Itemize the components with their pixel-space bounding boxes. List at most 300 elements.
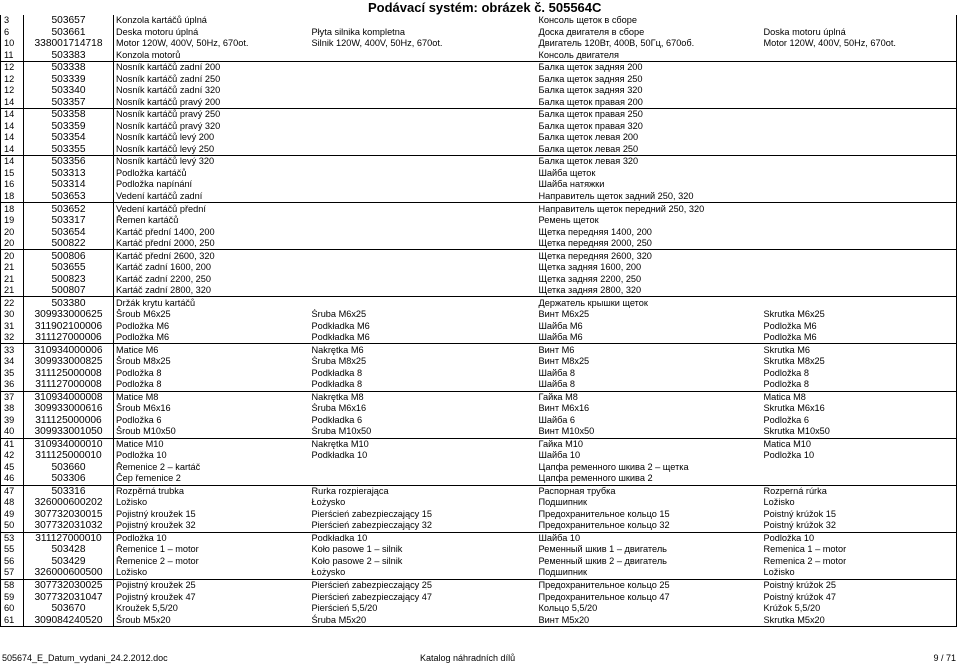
name-pl-cell [310,238,537,250]
name-ru-cell: Винт M6x25 [538,309,590,320]
name-sk-cell [762,15,957,27]
name-ru-cell: Балка щеток левая 250 [538,143,639,154]
name-ru-cell: Направитель щеток передний 250, 320 [537,203,762,215]
part-number-cell: 307732030015 [24,509,114,521]
name-cz-cell: Ložisko [114,497,310,509]
name-ru-cell: Балка щеток задняя 200 [537,62,762,74]
name-cz-cell: Podložka 8 [114,379,310,391]
name-sk-cell [762,50,957,62]
name-pl-cell: Podkładka 8 [311,367,363,378]
name-cz-cell: Řemenice 2 – motor [114,556,310,568]
name-sk-cell: Podložka 10 [762,532,957,544]
name-ru-cell: Шайба 8 [538,379,575,390]
position-cell: 14 [1,156,24,168]
name-sk-cell: Podložka 8 [762,367,957,379]
name-ru-cell: Балка щеток задняя 320 [538,85,643,96]
part-number-cell: 500823 [24,273,114,285]
name-sk-cell [762,121,957,133]
name-cz-cell: Podložka 10 [114,450,310,462]
name-cz-cell: Motor 120W, 400V, 50Hz, 670ot. [114,38,310,50]
name-pl-cell [310,215,537,227]
name-sk-cell: Podložka M6 [762,320,957,332]
name-pl-cell [310,132,537,144]
name-sk-cell [762,168,957,180]
name-ru-cell: Двигатель 120Вт, 400В, 50Гц, 670об. [538,38,695,49]
name-sk-cell: Rozperná rúrka [762,485,957,497]
name-sk-cell [762,203,957,215]
position-cell: 18 [1,203,24,215]
position-cell: 37 [1,391,24,403]
name-pl-cell: Koło pasowe 2 – silnik [311,555,403,566]
table-row [1,603,957,615]
name-cz-cell: Nosník kartáčů levý 250 [114,144,310,156]
name-pl-cell: Podkładka 6 [311,414,363,425]
page-footer [0,653,960,666]
table-row [1,379,957,391]
name-pl-cell [310,50,537,62]
name-sk-cell [762,462,957,474]
name-ru-cell: Шайба натяжки [538,179,605,190]
name-ru-cell: Распорная трубка [537,485,762,497]
name-ru-cell: Щетка передняя 2600, 320 [537,250,762,262]
name-sk-cell: Skrutka M8x25 [762,356,957,368]
name-cz-cell: Kartáč přední 2600, 320 [114,250,310,262]
part-number-cell: 500822 [24,238,114,250]
name-sk-cell: Doska motoru úplná [762,27,957,39]
position-cell: 48 [1,497,24,509]
name-sk-cell [762,144,957,156]
part-number-cell: 326000600202 [24,497,114,509]
table-row [1,226,957,238]
part-number-cell: 503428 [24,544,114,556]
name-pl-cell [310,473,537,485]
part-number-cell: 309933001050 [24,426,114,438]
table-row [1,97,957,109]
position-cell: 6 [1,27,24,39]
name-ru-cell: Щетка задняя 1600, 200 [538,262,642,273]
part-number-cell: 311125000008 [24,367,114,379]
part-number-cell: 311125000010 [24,450,114,462]
table-row [1,497,957,509]
name-sk-cell [762,132,957,144]
name-cz-cell: Podložka 6 [114,415,310,427]
position-cell: 21 [1,262,24,274]
part-number-cell: 503429 [24,556,114,568]
name-pl-cell [310,250,537,262]
name-sk-cell: Ložisko [762,567,957,579]
name-pl-cell: Płyta silnika kompletna [311,26,405,37]
name-pl-cell [310,226,537,238]
part-number-cell: 310934000010 [24,438,114,450]
name-ru-cell: Цапфа ременного шкива 2 – щетка [538,461,689,472]
name-cz-cell: Matice M10 [114,438,310,450]
table-row [1,403,957,415]
name-cz-cell: Šroub M10x50 [114,426,310,438]
name-pl-cell [310,262,537,274]
part-number-cell: 503655 [24,262,114,274]
name-ru-cell: Винт M10x50 [538,426,595,437]
name-ru-cell: Консоль двигателя [538,49,620,60]
name-pl-cell [310,168,537,180]
name-sk-cell: Krúžok 5,5/20 [762,603,957,615]
name-pl-cell: Podkładka 10 [310,532,537,544]
table-row [1,544,957,556]
name-ru-cell: Предохранительное кольцо 15 [538,508,670,519]
position-cell: 20 [1,250,24,262]
name-cz-cell: Řemenice 2 – kartáč [114,462,310,474]
name-pl-cell: Śruba M10x50 [311,426,372,437]
table-row [1,144,957,156]
name-ru-cell: Ремень щеток [538,215,599,226]
part-number-cell: 311127000006 [24,332,114,344]
name-sk-cell [762,62,957,74]
name-ru-cell: Держатель крышки щеток [537,297,762,309]
name-cz-cell: Podložka 8 [114,367,310,379]
position-cell: 56 [1,556,24,568]
name-ru-cell: Цапфа ременного шкива 2 [538,473,653,484]
part-number-cell: 503358 [24,109,114,121]
name-cz-cell: Nosník kartáčů zadní 250 [114,74,310,86]
name-cz-cell: Ložisko [114,567,310,579]
name-pl-cell: Łożysko [311,497,346,508]
part-number-cell: 503383 [24,50,114,62]
part-number-cell: 503317 [24,215,114,227]
page-title: Podávací systém: obrázek č. 505564C [368,0,602,15]
name-cz-cell: Podložka M6 [114,320,310,332]
name-sk-cell [762,285,957,297]
table-row [1,121,957,133]
name-ru-cell: Консоль щеток в сборе [538,15,638,26]
name-ru-cell: Ременный шкив 1 – двигатель [538,544,667,555]
table-row [1,27,957,39]
table-row [1,509,957,521]
table-row [1,450,957,462]
table-row [1,485,957,497]
table-row [1,532,957,544]
name-pl-cell: Nakrętka M8 [310,391,537,403]
position-cell: 59 [1,591,24,603]
table-row [1,520,957,532]
name-cz-cell: Nosník kartáčů pravý 200 [114,97,310,109]
part-number-cell: 311127000008 [24,379,114,391]
parts-table-body [1,15,957,626]
name-ru-cell: Щетка передняя 1400, 200 [538,226,652,237]
name-pl-cell: Koło pasowe 1 – silnik [311,544,403,555]
name-sk-cell: Remenica 2 – motor [762,556,957,568]
part-number-cell: 503661 [24,27,114,39]
name-ru-cell: Кольцо 5,5/20 [538,603,598,614]
table-row [1,62,957,74]
part-number-cell: 503356 [24,156,114,168]
position-cell: 18 [1,191,24,203]
position-cell: 20 [1,226,24,238]
part-number-cell: 309933000625 [24,309,114,321]
name-pl-cell: Łożysko [311,567,346,578]
name-ru-cell: Винт M5x20 [537,614,762,626]
name-ru-cell: Шайба M6 [538,320,583,331]
table-row [1,179,957,191]
position-cell: 36 [1,379,24,391]
name-sk-cell [762,215,957,227]
name-cz-cell: Nosník kartáčů zadní 200 [114,62,310,74]
name-ru-cell: Шайба 10 [538,450,581,461]
table-row [1,85,957,97]
name-cz-cell: Držák krytu kartáčů [114,297,310,309]
name-pl-cell: Śruba M6x16 [311,403,367,414]
name-sk-cell [762,156,957,168]
part-number-cell: 310934000008 [24,391,114,403]
name-cz-cell: Šroub M5x20 [114,614,310,626]
position-cell: 46 [1,473,24,485]
name-pl-cell: Pierścień zabezpieczający 32 [311,520,433,531]
part-number-cell: 311127000010 [24,532,114,544]
name-ru-cell: Предохранительное кольцо 32 [538,520,670,531]
name-sk-cell: Poistný krúžok 25 [762,579,957,591]
name-pl-cell: Podkładka M6 [311,332,370,343]
table-row [1,473,957,485]
name-ru-cell: Балка щеток левая 200 [538,132,639,143]
name-pl-cell: Nakrętka M6 [310,344,537,356]
name-pl-cell: Silnik 120W, 400V, 50Hz, 670ot. [311,38,443,49]
name-cz-cell: Pojistný kroužek 25 [114,579,310,591]
part-number-cell: 503657 [24,15,114,27]
position-cell: 16 [1,179,24,191]
name-cz-cell: Kartáč přední 2000, 250 [114,238,310,250]
table-row [1,415,957,427]
name-ru-cell: Щетка задняя 2800, 320 [538,285,642,296]
position-cell: 10 [1,38,24,50]
part-number-cell: 503339 [24,74,114,86]
table-row [1,567,957,579]
name-pl-cell: Nakrętka M10 [310,438,537,450]
name-sk-cell: Skrutka M5x20 [762,614,957,626]
name-sk-cell [762,238,957,250]
position-cell: 3 [1,15,24,27]
table-row [1,556,957,568]
position-cell: 22 [1,297,24,309]
name-sk-cell [762,473,957,485]
name-cz-cell: Šroub M6x16 [114,403,310,415]
name-cz-cell: Čep řemenice 2 [114,473,310,485]
name-cz-cell: Nosník kartáčů zadní 320 [114,85,310,97]
position-cell: 55 [1,544,24,556]
position-cell: 40 [1,426,24,438]
position-cell: 21 [1,273,24,285]
position-cell: 58 [1,579,24,591]
table-row [1,367,957,379]
name-pl-cell: Pierścień zabezpieczający 47 [311,591,433,602]
position-cell: 19 [1,215,24,227]
parts-table [0,15,957,627]
name-pl-cell [310,97,537,109]
position-cell: 60 [1,603,24,615]
name-ru-cell: Балка щеток правая 250 [537,109,762,121]
table-row [1,168,957,180]
table-row [1,426,957,438]
name-ru-cell: Предохранительное кольцо 47 [538,591,670,602]
position-cell: 14 [1,121,24,133]
position-cell: 14 [1,109,24,121]
part-number-cell: 503357 [24,97,114,109]
table-row [1,250,957,262]
table-row [1,332,957,344]
position-cell: 20 [1,238,24,250]
part-number-cell: 503314 [24,179,114,191]
position-cell: 34 [1,356,24,368]
name-sk-cell: Skrutka M10x50 [762,426,957,438]
table-row [1,285,957,297]
name-ru-cell: Шайба M6 [538,332,583,343]
position-cell: 14 [1,144,24,156]
name-sk-cell: Poistný krúžok 15 [762,509,957,521]
position-cell: 38 [1,403,24,415]
name-cz-cell: Nosník kartáčů levý 200 [114,132,310,144]
name-sk-cell: Matica M10 [762,438,957,450]
name-ru-cell: Шайба щеток [538,167,596,178]
table-row [1,238,957,250]
part-number-cell: 503316 [24,485,114,497]
name-cz-cell: Podložka M6 [114,332,310,344]
name-cz-cell: Nosník kartáčů levý 320 [114,156,310,168]
name-sk-cell [762,97,957,109]
name-ru-cell: Шайба 10 [537,532,762,544]
position-cell: 21 [1,285,24,297]
name-ru-cell: Подшипник [538,497,588,508]
position-cell: 35 [1,367,24,379]
name-pl-cell: Podkładka 8 [311,379,363,390]
footer-catalog-title: Katalog náhradních dílů [420,653,516,663]
name-ru-cell: Винт M8x25 [538,356,590,367]
name-sk-cell: Skrutka M6x25 [762,309,957,321]
name-cz-cell: Deska motoru úplná [114,27,310,39]
part-number-cell: 310934000006 [24,344,114,356]
position-cell: 33 [1,344,24,356]
name-cz-cell: Pojistný kroužek 15 [114,509,310,521]
position-cell: 15 [1,168,24,180]
name-pl-cell [310,144,537,156]
position-cell: 11 [1,50,24,62]
name-ru-cell: Щетка передняя 2000, 250 [538,238,652,249]
name-pl-cell: Śruba M5x20 [310,614,537,626]
name-ru-cell: Балка щеток задняя 250 [538,73,643,84]
name-pl-cell [310,179,537,191]
position-cell: 57 [1,567,24,579]
part-number-cell: 503306 [24,473,114,485]
part-number-cell: 307732030025 [24,579,114,591]
name-pl-cell: Śruba M8x25 [311,356,367,367]
table-row [1,309,957,321]
name-pl-cell [310,62,537,74]
position-cell: 12 [1,74,24,86]
position-cell: 42 [1,450,24,462]
name-cz-cell: Kroužek 5,5/20 [114,603,310,615]
name-sk-cell: Podložka 6 [762,415,957,427]
table-row [1,109,957,121]
position-cell: 61 [1,614,24,626]
name-sk-cell [762,74,957,86]
part-number-cell: 503338 [24,62,114,74]
part-number-cell: 311902100006 [24,320,114,332]
name-ru-cell: Предохранительное кольцо 25 [537,579,762,591]
position-cell: 12 [1,85,24,97]
part-number-cell: 503340 [24,85,114,97]
name-cz-cell: Konzola motorů [114,50,310,62]
name-cz-cell: Matice M6 [114,344,310,356]
table-row [1,15,957,27]
footer-filename: 505674_E_Datum_vydani_24.2.2012.doc [2,653,168,663]
name-pl-cell [310,85,537,97]
table-row [1,391,957,403]
name-sk-cell: Poistný krúžok 32 [762,520,957,532]
position-cell: 12 [1,62,24,74]
name-cz-cell: Pojistný kroužek 47 [114,591,310,603]
position-cell: 14 [1,97,24,109]
name-sk-cell: Matica M8 [762,391,957,403]
table-row [1,356,957,368]
name-sk-cell [762,262,957,274]
table-row [1,320,957,332]
name-cz-cell: Podložka 10 [114,532,310,544]
name-sk-cell [762,109,957,121]
part-number-cell: 500807 [24,285,114,297]
name-ru-cell: Ременный шкив 2 – двигатель [538,555,667,566]
name-sk-cell: Skrutka M6x16 [762,403,957,415]
table-row [1,273,957,285]
name-cz-cell: Podložka napínání [114,179,310,191]
name-sk-cell: Podložka M6 [762,332,957,344]
name-cz-cell: Šroub M6x25 [114,309,310,321]
table-row [1,579,957,591]
name-pl-cell: Podkładka 10 [311,450,368,461]
name-cz-cell: Matice M8 [114,391,310,403]
name-pl-cell [310,15,537,27]
name-cz-cell: Vedení kartáčů zadní [114,191,310,203]
table-row [1,50,957,62]
name-pl-cell [310,203,537,215]
name-ru-cell: Винт M6 [537,344,762,356]
name-sk-cell [762,250,957,262]
name-ru-cell: Балка щеток правая 200 [538,96,643,107]
name-cz-cell: Pojistný kroužek 32 [114,520,310,532]
part-number-cell: 309933000616 [24,403,114,415]
name-pl-cell [310,297,537,309]
name-pl-cell: Pierścień zabezpieczający 15 [311,508,433,519]
name-cz-cell: Šroub M8x25 [114,356,310,368]
name-sk-cell: Ložisko [762,497,957,509]
name-sk-cell: Podložka 8 [762,379,957,391]
part-number-cell: 307732031047 [24,591,114,603]
name-cz-cell: Vedení kartáčů přední [114,203,310,215]
part-number-cell: 326000600500 [24,567,114,579]
table-row [1,156,957,168]
part-number-cell: 503660 [24,462,114,474]
name-cz-cell: Podložka kartáčů [114,168,310,180]
part-number-cell: 503359 [24,121,114,133]
table-row [1,191,957,203]
table-row [1,74,957,86]
name-cz-cell: Nosník kartáčů pravý 320 [114,121,310,133]
name-sk-cell [762,297,957,309]
name-pl-cell: Śruba M6x25 [311,309,367,320]
name-cz-cell: Rozpěrná trubka [114,485,310,497]
name-pl-cell [310,109,537,121]
part-number-cell: 503313 [24,168,114,180]
part-number-cell: 309933000825 [24,356,114,368]
position-cell: 14 [1,132,24,144]
name-sk-cell [762,179,957,191]
name-ru-cell: Шайба 6 [538,414,575,425]
part-number-cell: 503653 [24,191,114,203]
